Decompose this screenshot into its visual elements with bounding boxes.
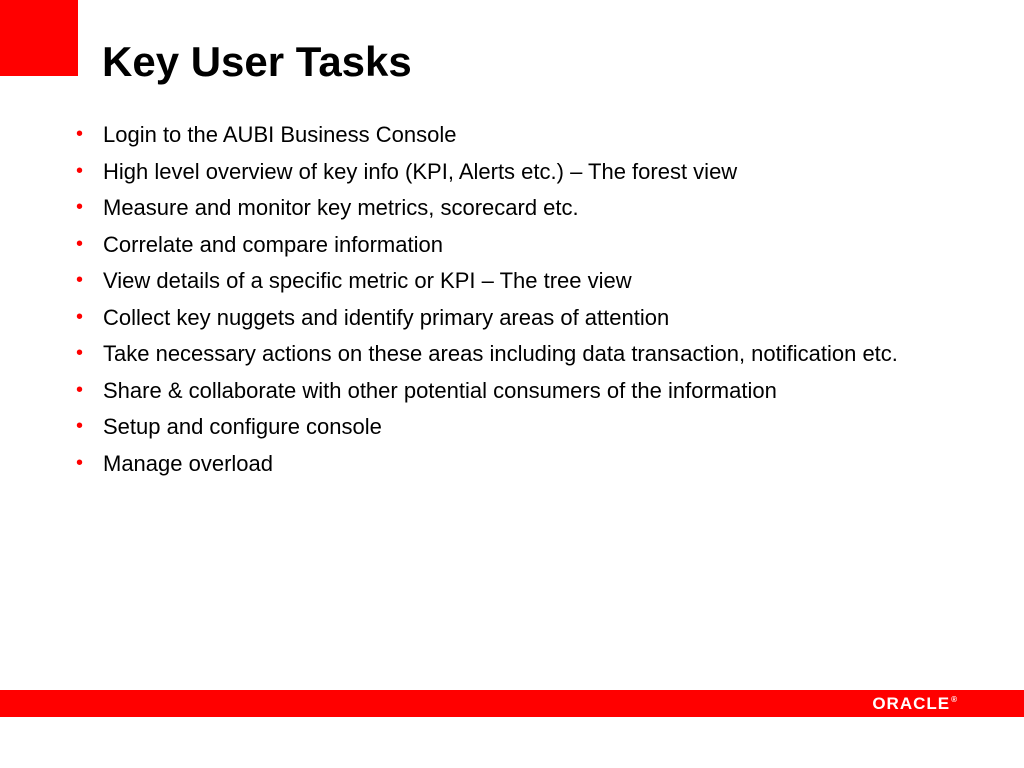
bullet-item	[76, 120, 916, 149]
bullet-icon: •	[76, 123, 84, 145]
bullet-item	[76, 266, 916, 295]
bullet-item	[76, 303, 916, 332]
bullet-text: Setup and configure console	[103, 414, 382, 439]
bullet-icon: •	[76, 342, 84, 364]
oracle-logo-text: ORACLE	[872, 693, 951, 713]
bullet-icon: •	[76, 305, 84, 328]
bullet-icon: •	[76, 269, 84, 291]
bullet-icon: •	[76, 196, 84, 218]
bullet-text: Login to the AUBI Business Console	[103, 122, 457, 147]
bullet-item	[76, 230, 916, 259]
bullet-item	[76, 412, 916, 441]
registered-mark: ®	[951, 695, 958, 704]
bullet-item	[76, 449, 916, 478]
bullet-list	[76, 120, 916, 485]
bullet-text: Collect key nuggets and identify primary areas of attention	[103, 304, 670, 330]
bullet-text: High level overview of key info (KPI, Alerts etc.) – The forest view	[103, 158, 738, 184]
slide-title: Key User Tasks	[102, 38, 412, 85]
bullet-icon: •	[76, 232, 84, 255]
bullet-text: Manage overload	[103, 450, 274, 476]
bullet-text: Correlate and compare information	[103, 231, 443, 257]
bullet-icon: •	[76, 378, 84, 401]
footer-band	[0, 690, 1024, 717]
bullet-text: Measure and monitor key metrics, scorecard etc.	[103, 195, 579, 220]
bullet-item	[76, 157, 916, 186]
oracle-logo	[872, 693, 958, 714]
bullet-icon: •	[76, 159, 84, 182]
bullet-item	[76, 193, 916, 222]
bullet-item	[76, 339, 916, 368]
bullet-text: Share & collaborate with other potential consumers of the information	[103, 377, 777, 403]
bullet-text: View details of a specific metric or KPI – The tree view	[103, 268, 632, 293]
corner-accent-block	[0, 0, 78, 76]
bullet-icon: •	[76, 415, 84, 437]
bullet-text: Take necessary actions on these areas including data transaction, notification etc.	[103, 341, 898, 366]
bullet-item	[76, 376, 916, 405]
bullet-icon: •	[76, 451, 84, 474]
